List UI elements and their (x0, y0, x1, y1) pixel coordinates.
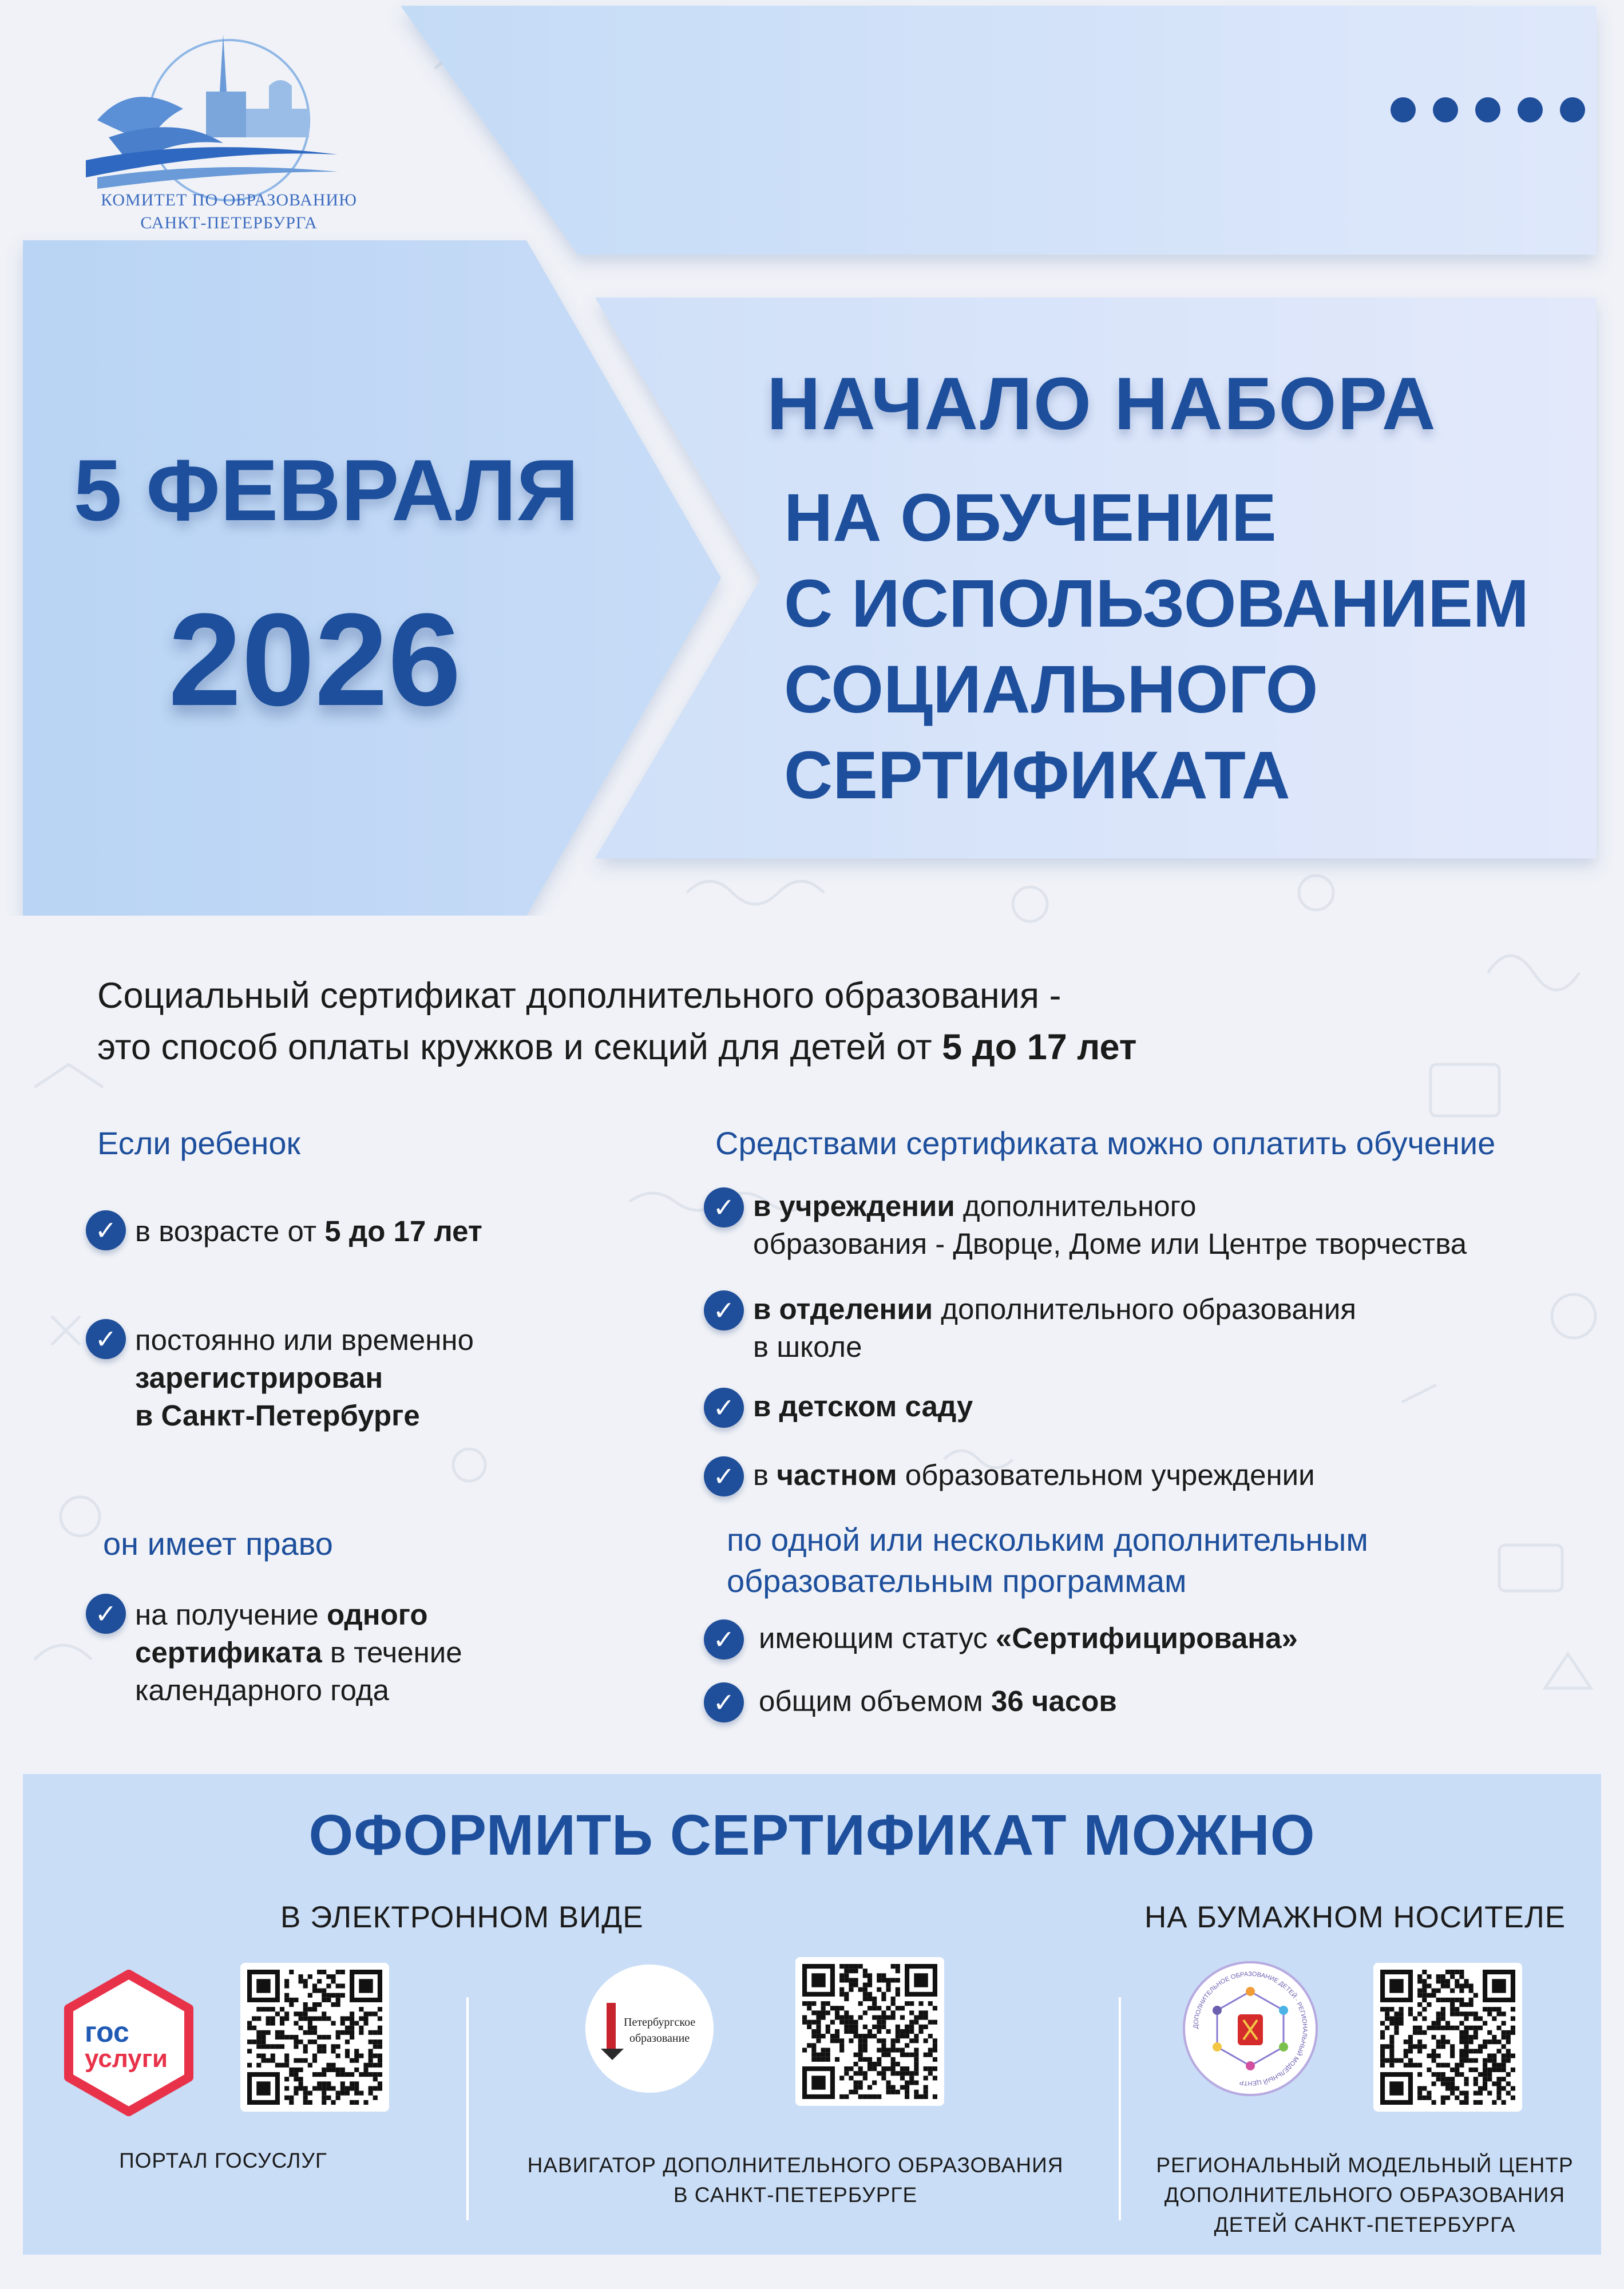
gosuslugi-logo (57, 1969, 200, 2117)
footer-divider (466, 1997, 469, 2220)
item-text (135, 1596, 462, 1709)
check-icon: ✓ (704, 1619, 744, 1660)
item-plain: в течение (322, 1636, 462, 1669)
dot (1475, 97, 1500, 122)
footer-paper-label: НА БУМАЖНОМ НОСИТЕЛЕ (1144, 1900, 1566, 1934)
item-plain: образовательном учреждении (897, 1459, 1315, 1491)
item-text (759, 1619, 1298, 1657)
subhead-line: СЕРТИФИКАТА (784, 738, 1290, 813)
dots-decoration (1391, 97, 1585, 122)
item-plain: дополнительного образования (933, 1293, 1356, 1325)
right-item-institution (704, 1187, 1597, 1263)
left-item-right (86, 1594, 658, 1709)
item-plain: образования - Дворце, Доме или Центре творчества (753, 1227, 1467, 1260)
gosuslugi-logo-line1: гос (85, 2016, 129, 2048)
committee-name-line1: КОМИТЕТ ПО ОБРАЗОВАНИЮ (101, 191, 357, 209)
item-plain: дополнительного (954, 1190, 1197, 1222)
item-plain: в возрасте от (135, 1215, 325, 1248)
item-text (753, 1290, 1356, 1366)
left-heading: Если ребенок (97, 1125, 301, 1161)
item-bold: частном (777, 1459, 897, 1491)
item-bold: зарегистрирован (135, 1361, 383, 1394)
caption-navigator-line2: В САНКТ-ПЕТЕРБУРГЕ (673, 2183, 918, 2207)
intro-text (97, 970, 1528, 1073)
date-year: 2026 (168, 586, 461, 733)
right-item-private (704, 1456, 1597, 1496)
date-day-month: 5 ФЕВРАЛЯ (73, 442, 579, 539)
item-bold: в учреждении (753, 1190, 955, 1222)
item-bold: в Санкт-Петербурге (135, 1399, 420, 1432)
dot (1433, 97, 1458, 122)
right-item-school (704, 1290, 1597, 1366)
item-text (135, 1321, 474, 1435)
right-item-volume (704, 1682, 1597, 1722)
caption-regional-line1: РЕГИОНАЛЬНЫЙ МОДЕЛЬНЫЙ ЦЕНТР (1156, 2153, 1574, 2177)
footer-divider (1119, 1997, 1121, 2220)
item-plain: в (753, 1459, 777, 1491)
dot (1518, 97, 1543, 122)
caption-regional-center (1136, 2151, 1594, 2240)
caption-regional-line2: ДОПОЛНИТЕЛЬНОГО ОБРАЗОВАНИЯ (1164, 2183, 1566, 2207)
item-bold: одного (326, 1598, 428, 1631)
navigator-logo-line2: образование (629, 2032, 690, 2045)
regional-center-ring-text: ДОПОЛНИТЕЛЬНОЕ ОБРАЗОВАНИЕ ДЕТЕЙ · РЕГИОНАЛЬНЫЙ МОДЕЛЬНЫЙ ЦЕНТР (1192, 1970, 1309, 2087)
item-plain: календарного года (135, 1674, 389, 1706)
footer-electronic-label: В ЭЛЕКТРОННОМ ВИДЕ (280, 1900, 644, 1934)
item-text (753, 1456, 1315, 1494)
check-icon: ✓ (86, 1594, 126, 1634)
gosuslugi-logo-line2: услуги (85, 2045, 168, 2073)
caption-regional-line3: ДЕТЕЙ САНКТ-ПЕТЕРБУРГА (1214, 2213, 1516, 2236)
item-bold: 5 до 17 лет (324, 1215, 482, 1248)
item-text (753, 1388, 973, 1425)
item-text (759, 1682, 1117, 1720)
dot (1560, 97, 1585, 122)
item-plain: на получение (135, 1598, 327, 1631)
left-heading2: он имеет право (103, 1526, 333, 1562)
qr-code-gosuslugi[interactable] (240, 1963, 389, 2112)
navigator-logo (584, 1963, 715, 2094)
intro-line2-text: это способ оплаты кружков и секций для детей от (97, 1027, 942, 1067)
item-bold: «Сертифицирована» (995, 1622, 1298, 1654)
check-icon: ✓ (704, 1187, 744, 1227)
subhead-line: СОЦИАЛЬНОГО (784, 652, 1318, 727)
regional-center-logo (1182, 1960, 1319, 2097)
subhead-line: НА ОБУЧЕНИЕ (784, 480, 1277, 556)
subhead-line: С ИСПОЛЬЗОВАНИЕМ (784, 566, 1530, 641)
right-heading: Средствами сертификата можно оплатить обучение (715, 1125, 1496, 1161)
check-icon: ✓ (704, 1682, 744, 1722)
qr-code-navigator[interactable] (795, 1957, 944, 2106)
item-text (135, 1213, 482, 1250)
item-plain: имеющим статус (759, 1622, 996, 1654)
check-icon: ✓ (704, 1456, 744, 1496)
check-icon: ✓ (704, 1388, 744, 1428)
caption-navigator (492, 2151, 1099, 2210)
subheadline (784, 475, 1597, 818)
committee-name (97, 189, 361, 235)
dot (1391, 97, 1416, 122)
right-item-kindergarten (704, 1388, 1597, 1428)
left-item-registration (86, 1319, 658, 1435)
right-heading2 (727, 1519, 1368, 1602)
item-bold: 36 часов (991, 1685, 1117, 1717)
check-icon: ✓ (86, 1319, 126, 1359)
intro-line1: Социальный сертификат дополнительного образования - (97, 976, 1061, 1016)
navigator-logo-line1: Петербургское (624, 2016, 696, 2029)
item-bold: в отделении (753, 1293, 933, 1325)
right-heading2-line2: образовательным программам (727, 1563, 1187, 1599)
item-plain: общим объемом (759, 1685, 992, 1717)
qr-code-regional-center[interactable] (1373, 1963, 1522, 2112)
intro-age-range: 5 до 17 лет (942, 1027, 1137, 1067)
item-text (753, 1187, 1467, 1263)
footer-title: ОФОРМИТЬ СЕРТИФИКАТ МОЖНО (308, 1803, 1316, 1867)
item-plain: постоянно или временно (135, 1324, 474, 1356)
check-icon: ✓ (86, 1210, 126, 1250)
left-item-age (86, 1210, 658, 1250)
headline: НАЧАЛО НАБОРА (767, 362, 1437, 445)
right-heading2-line1: по одной или нескольким дополнительным (727, 1522, 1368, 1558)
item-bold: сертификата (135, 1636, 322, 1669)
check-icon: ✓ (704, 1290, 744, 1330)
right-item-status (704, 1619, 1597, 1660)
committee-name-line2: САНКТ-ПЕТЕРБУРГА (140, 213, 318, 232)
item-plain: в школе (753, 1330, 862, 1363)
item-bold: в детском саду (753, 1390, 973, 1423)
caption-navigator-line1: НАВИГАТОР ДОПОЛНИТЕЛЬНОГО ОБРАЗОВАНИЯ (527, 2153, 1064, 2177)
caption-gosuslugi: ПОРТАЛ ГОСУСЛУГ (119, 2149, 327, 2172)
intro-line2 (97, 1021, 1528, 1073)
